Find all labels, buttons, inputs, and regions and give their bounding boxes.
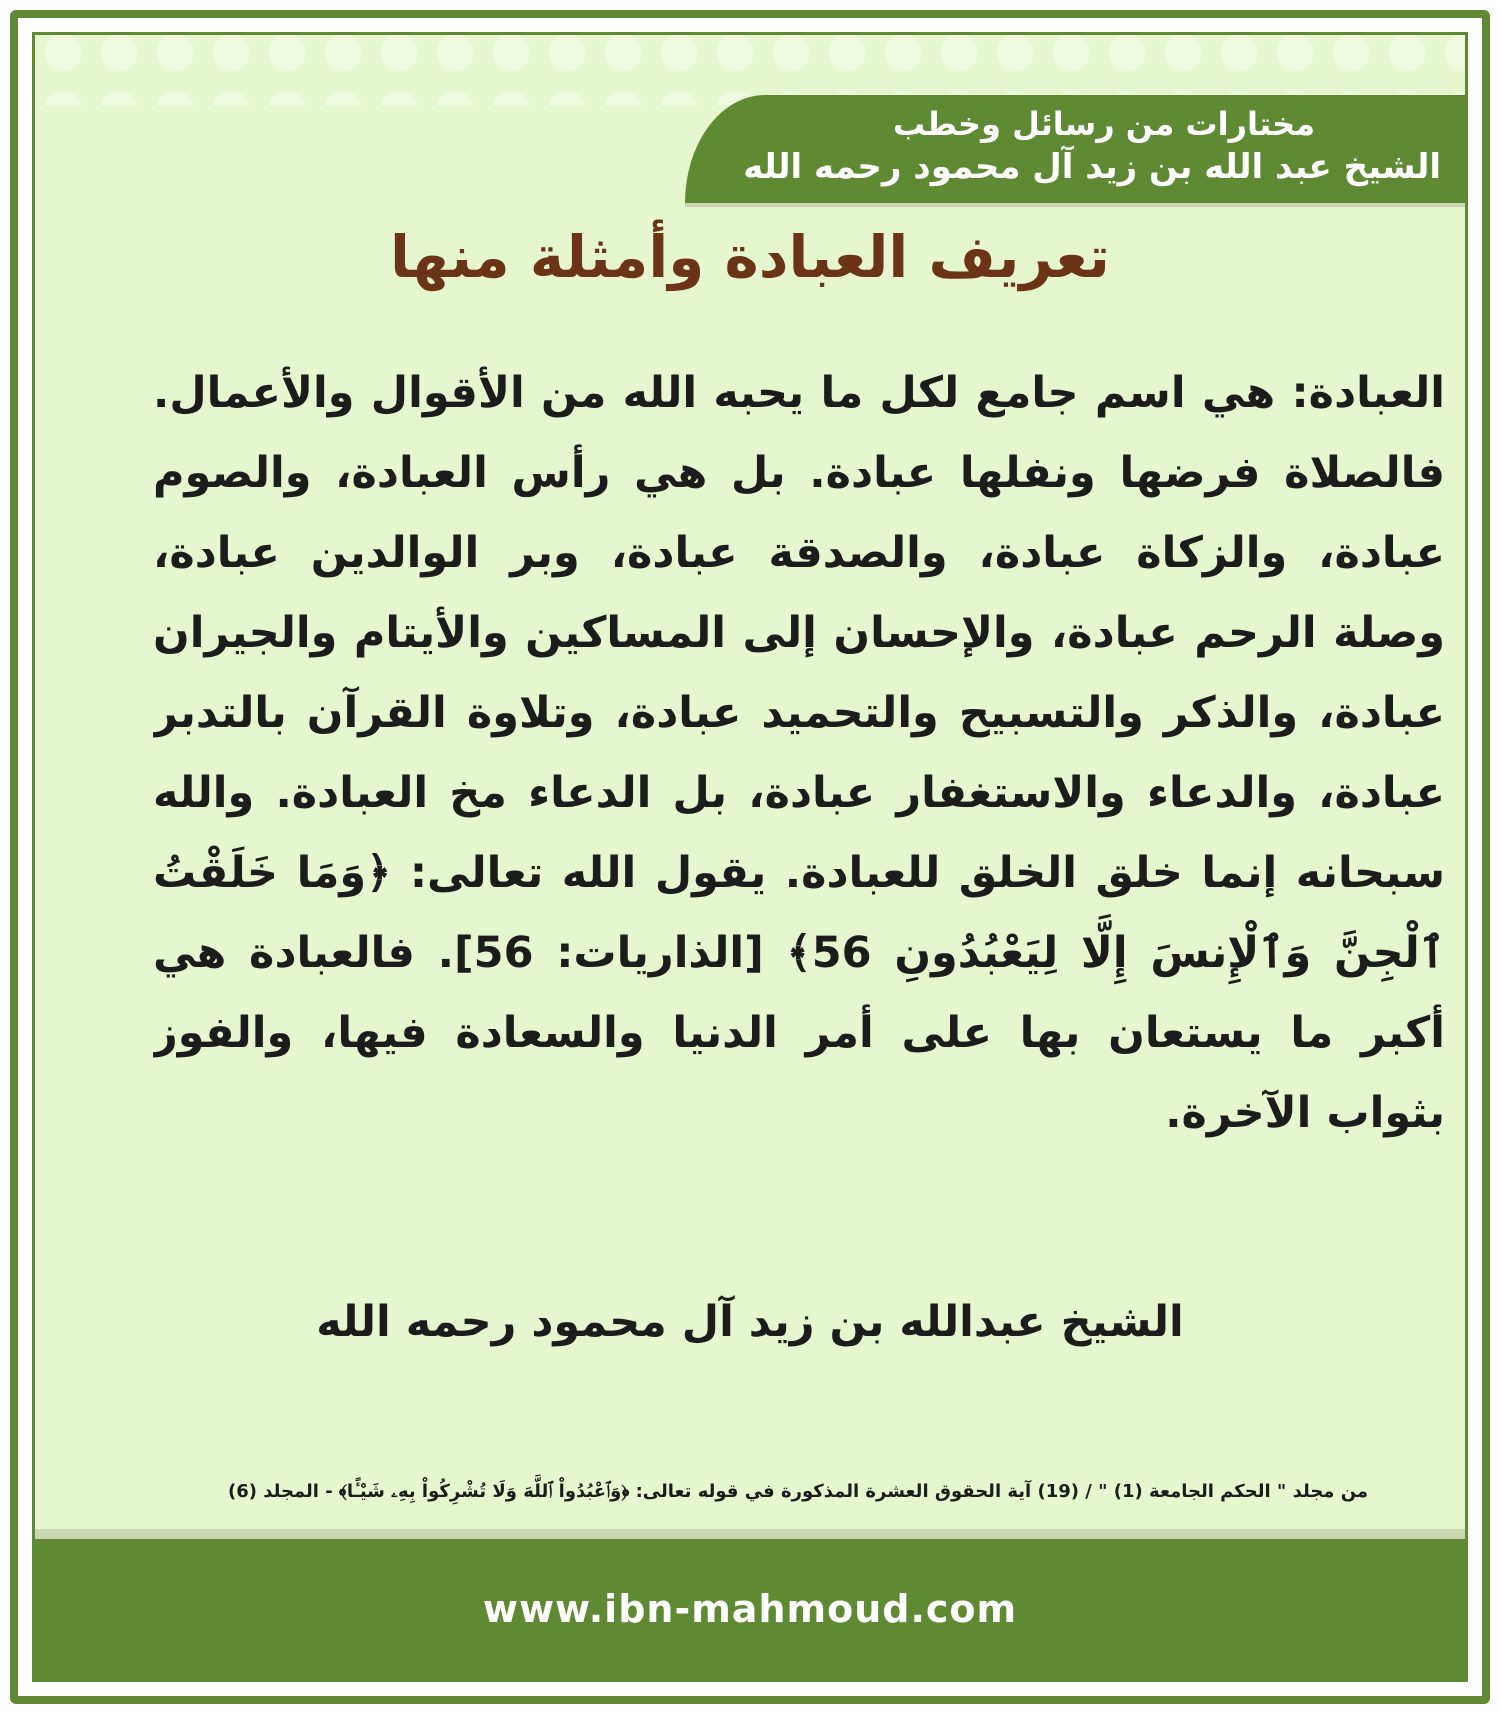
outer-frame [10,10,1490,1704]
series-title: مختارات من رسائل وخطب [892,105,1315,143]
author-name: الشيخ عبد الله بن زيد آل محمود رحمه الله [743,147,1441,187]
article-body: العبادة: هي اسم جامع لكل ما يحبه الله من الأقوال والأعمال. فالصلاة فرضها ونفلها عبادة. بل هي رأس العبادة، والصوم عبادة، والزكاة عبادة، والصدقة عبادة، وبر الوالدين عبادة، وصلة الرحم عبادة، والإحسان إلى المساكين والأيتام والجيران عبادة، والذكر والتسبيح والتحميد عبادة، وتلاوة القرآن بالتدبر عبادة، والدعاء والاستغفار عبادة، بل الدعاء مخ العبادة. والله سبحانه إنما خلق الخلق للعبادة. يقول الله تعالى: ﴿وَمَا خَلَقْتُ ٱلْجِنَّ وَٱلْإِنسَ إِلَّا لِيَعْبُدُونِ 56﴾ [الذاريات: 56]. فالعبادة هي أكبر ما يستعان بها على أمر الدنيا والسعادة فيها، والفوز بثواب الآخرة. [153,368,1445,1138]
website-link[interactable]: www.ibn-mahmoud.com [482,1587,1018,1631]
signature: الشيخ عبدالله بن زيد آل محمود رحمه الله [316,1297,1184,1347]
source-reference: من مجلد " الحكم الجامعة (1) " / (19) آية الحقوق العشرة المذكورة في قوله تعالى: ﴿وَٱعْبُدُواْ ٱللَّهَ وَلَا تُشْرِكُواْ بِهِۦ شَيْـًٔا﴾ - المجلد (6) [227,1481,1369,1502]
footer-banner [35,1529,1465,1679]
header-banner [685,95,1465,203]
content-panel [32,32,1468,1682]
page-title: تعريف العبادة وأمثلة منها [390,223,1110,291]
